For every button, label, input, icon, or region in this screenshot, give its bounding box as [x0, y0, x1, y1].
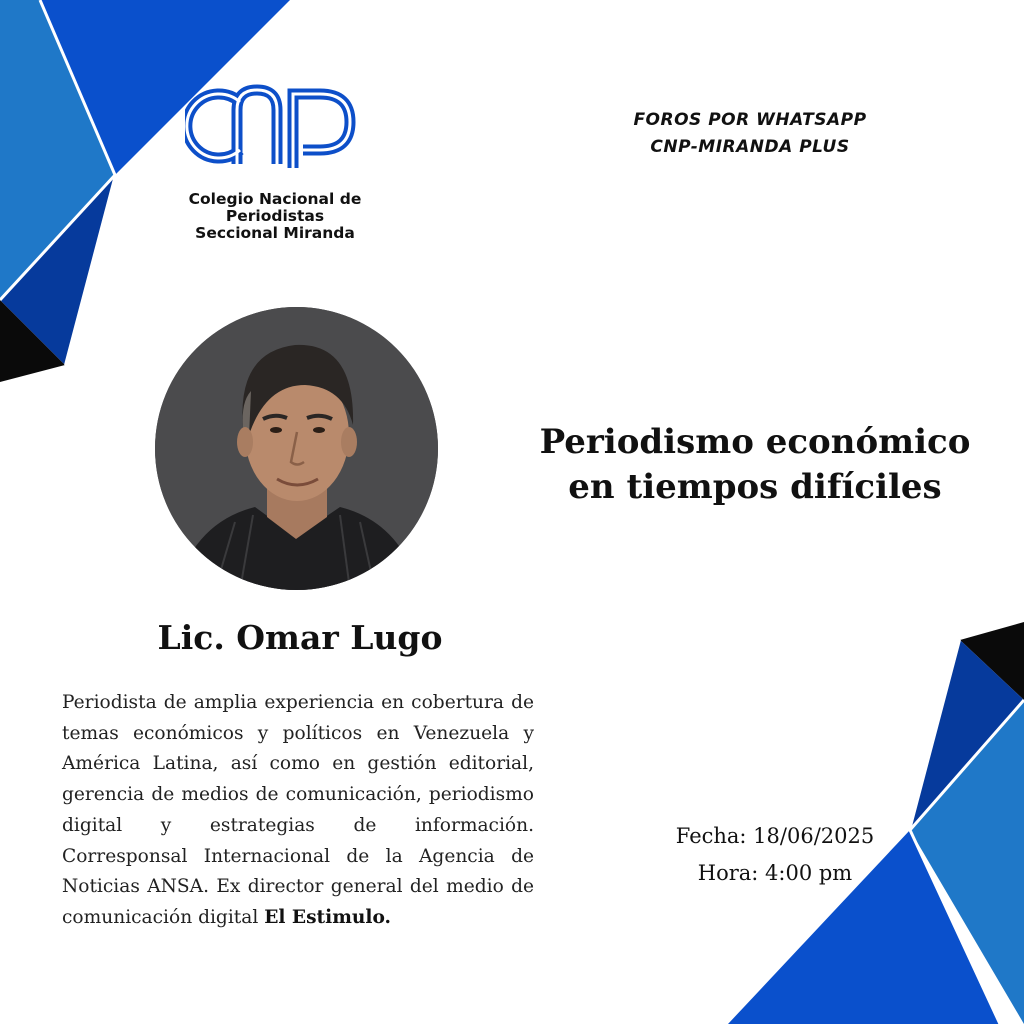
speaker-photo: [155, 307, 438, 590]
org-name-line-1: Colegio Nacional de: [188, 190, 362, 208]
speaker-bio-text: Periodista de amplia experiencia en cobertura de temas económicos y políticos en Venezuela y América Latina, así como en gestión editorial, gerencia de medios de comunicación, periodismo digital y estrategias de información. Corresponsal Internacional de la Agencia de Noticias ANSA. Ex director general del medio de comunicación digital: [62, 692, 534, 928]
talk-title: [520, 420, 990, 510]
speaker-name: Lic. Omar Lugo: [157, 618, 443, 657]
organization-name: [170, 191, 380, 242]
talk-title-line-1: Periodismo económico: [539, 422, 971, 462]
cnp-logo: [185, 72, 360, 177]
forum-line-1: FOROS POR WHATSAPP: [633, 110, 867, 130]
event-time: Hora: 4:00 pm: [697, 861, 853, 885]
speaker-bio: [62, 688, 534, 934]
org-name-line-2: Periodistas: [225, 207, 325, 225]
speaker-bio-outlet: El Estimulo.: [264, 906, 392, 928]
event-date: Fecha: 18/06/2025: [675, 824, 875, 848]
event-schedule: [660, 818, 890, 892]
org-name-line-3: Seccional Miranda: [195, 224, 355, 242]
forum-line-2: CNP-MIRANDA PLUS: [650, 137, 850, 157]
forum-heading: [610, 107, 890, 161]
talk-title-line-2: en tiempos difíciles: [568, 467, 942, 507]
